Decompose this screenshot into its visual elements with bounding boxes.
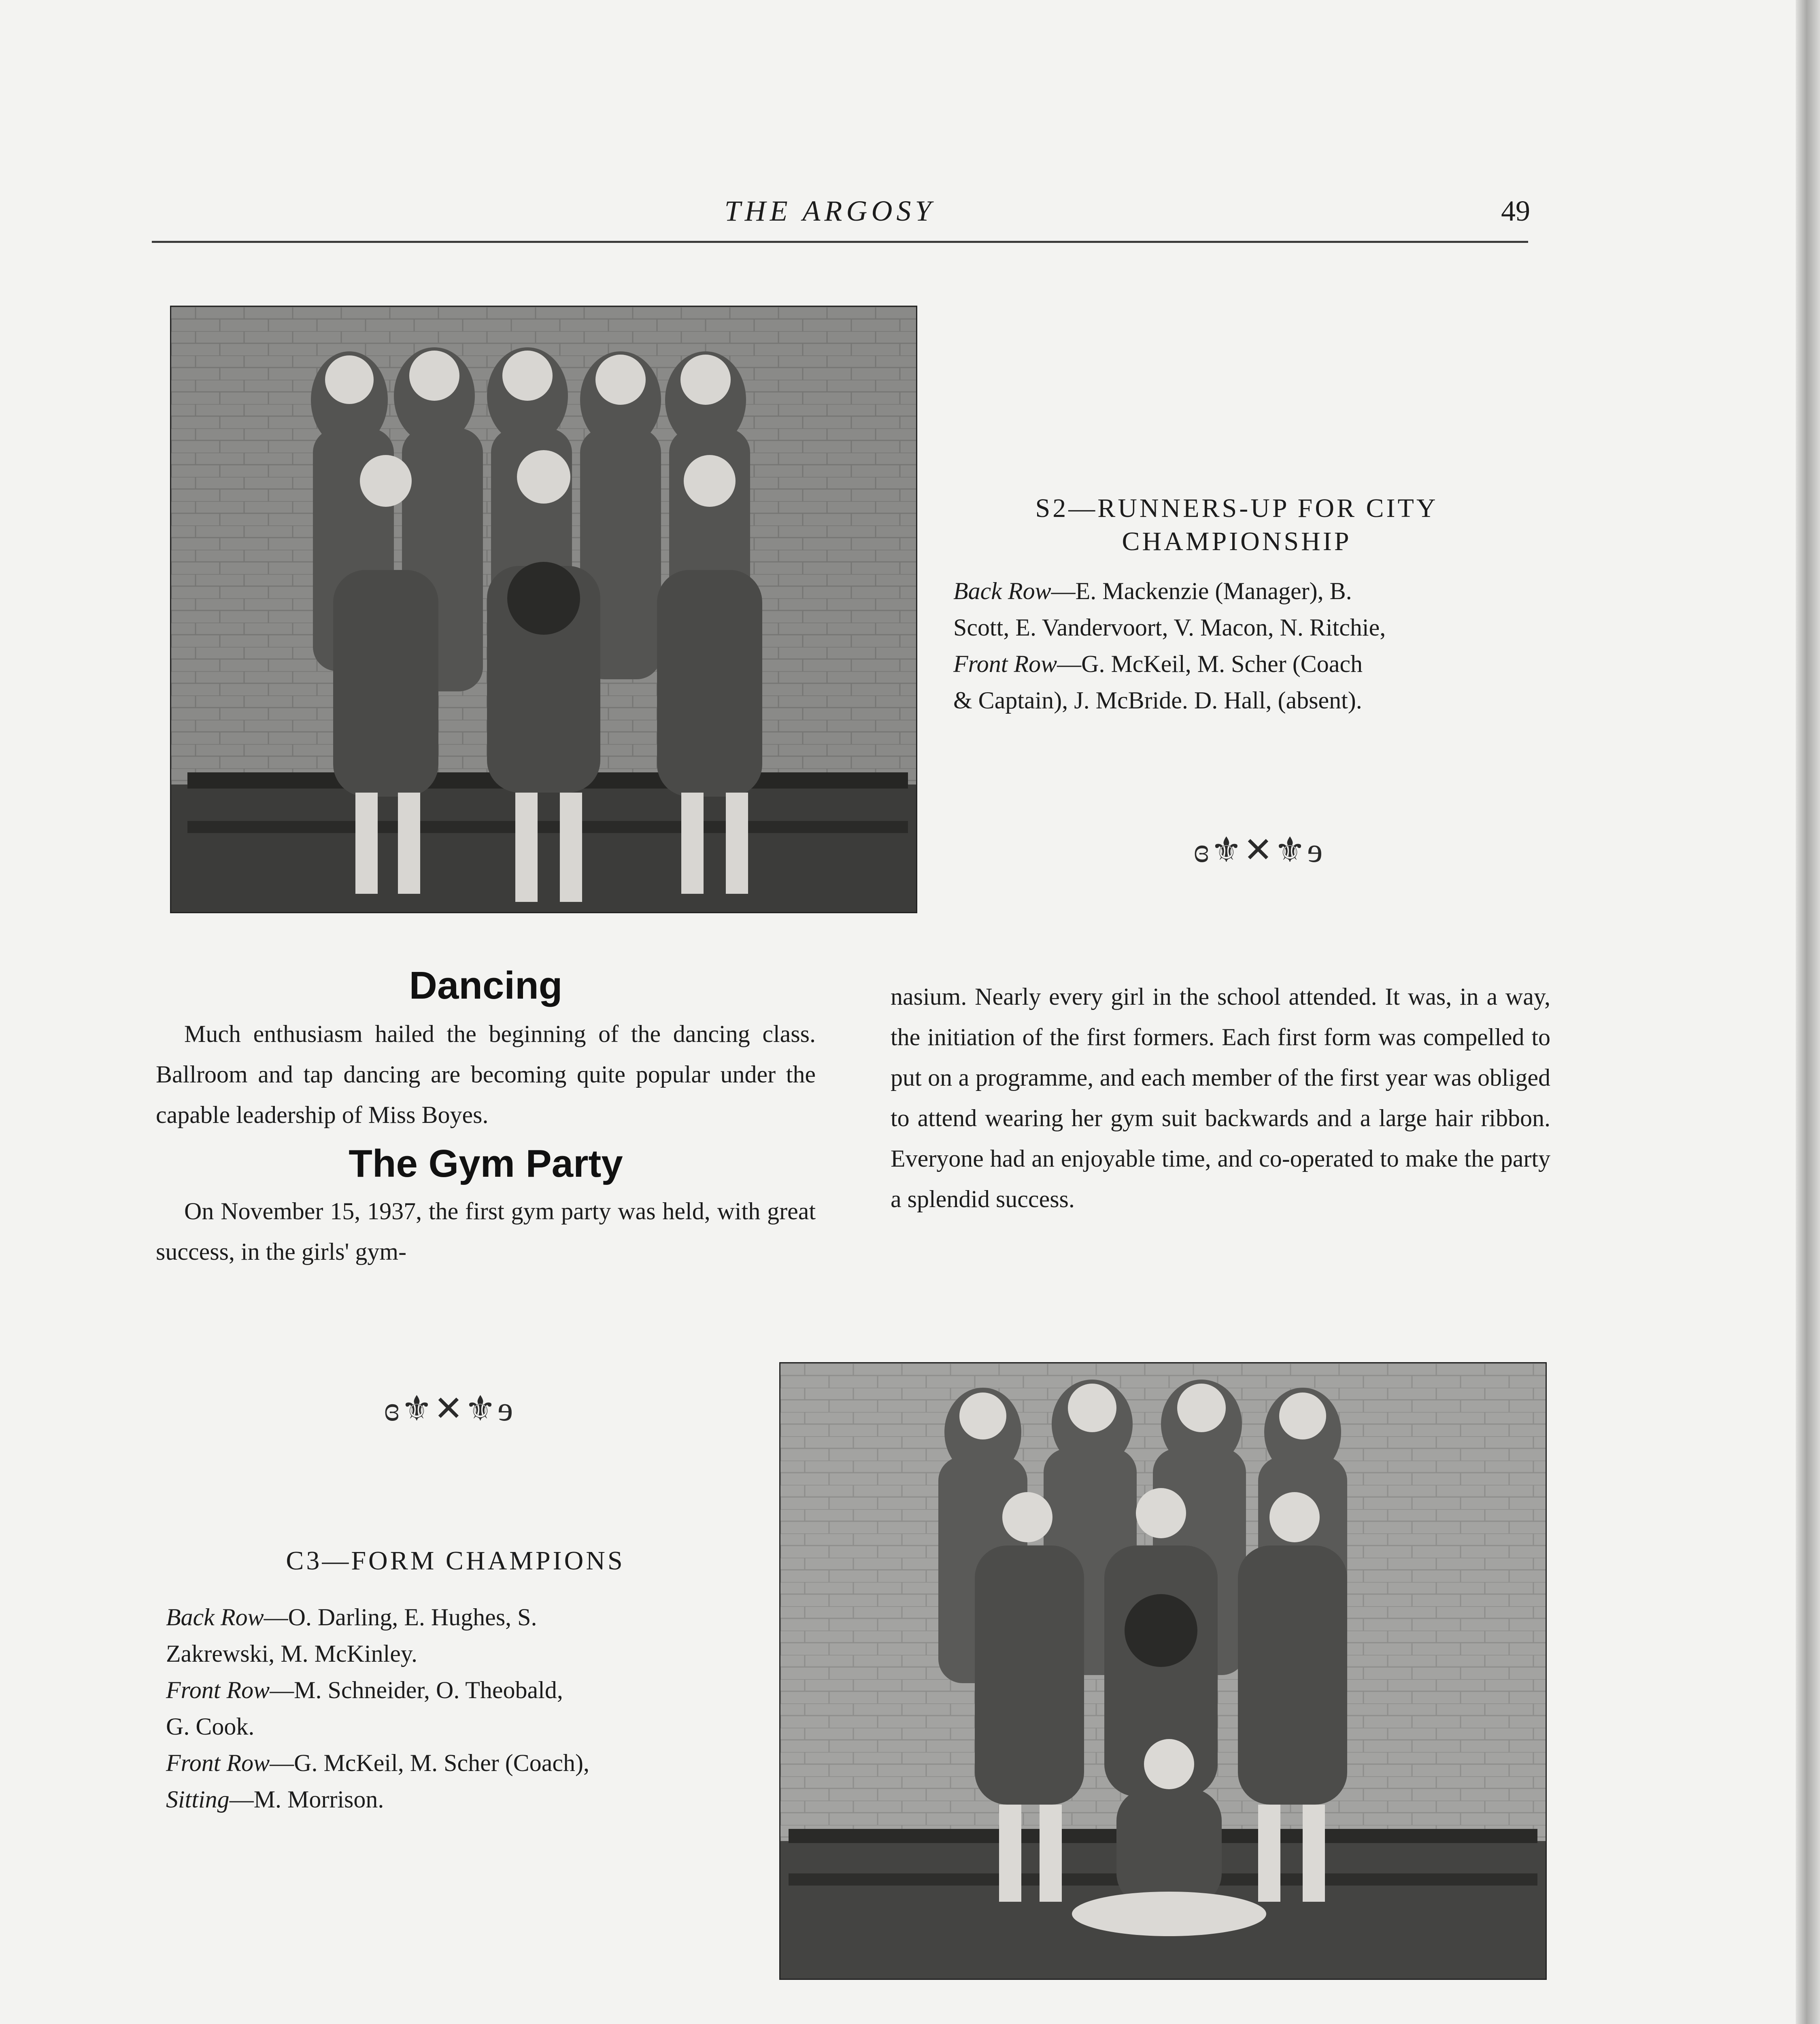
dancing-heading: Dancing xyxy=(409,964,563,1007)
c3-caption-line xyxy=(166,1781,761,1818)
s2-caption-title-line2: CHAMPIONSHIP xyxy=(1122,527,1352,556)
row-label: Front Row xyxy=(166,1677,270,1703)
row-label: Front Row xyxy=(953,651,1057,677)
names-text: Scott, E. Vandervoort, V. Macon, N. Ritchie, xyxy=(953,614,1386,641)
header-rule xyxy=(152,241,1528,243)
s2-caption-line xyxy=(953,609,1538,646)
c3-caption-line xyxy=(166,1745,761,1781)
names-text: & Captain), J. McBride. D. Hall, (absent). xyxy=(953,687,1362,714)
names-text: —G. McKeil, M. Scher (Coach), xyxy=(270,1750,589,1776)
team-photo-c3 xyxy=(779,1362,1547,1980)
c3-caption-line xyxy=(166,1599,761,1635)
ornament-divider: ɞ⚜✕⚜ɘ xyxy=(384,1389,515,1428)
row-label: Back Row xyxy=(953,578,1051,604)
ornament-divider: ɞ⚜✕⚜ɘ xyxy=(1193,831,1325,870)
c3-caption-line xyxy=(166,1672,761,1708)
gym-party-paragraph-start: On November 15, 1937, the first gym party was held, with great success, in the girls' gym- xyxy=(156,1198,816,1265)
s2-caption-line xyxy=(953,646,1538,682)
page-number: 49 xyxy=(1501,195,1530,227)
names-text: —O. Darling, E. Hughes, S. xyxy=(264,1604,537,1631)
names-text: —M. Schneider, O. Theobald, xyxy=(270,1677,563,1703)
s2-caption-title-line1: S2—RUNNERS-UP FOR CITY xyxy=(1035,493,1438,523)
row-label: Sitting xyxy=(166,1786,230,1813)
c3-caption-line xyxy=(166,1708,761,1745)
c3-caption-line xyxy=(166,1635,761,1672)
s2-caption-line xyxy=(953,682,1538,719)
right-text-column xyxy=(891,976,1550,1219)
s2-caption-title xyxy=(955,492,1518,558)
names-text: —E. Mackenzie (Manager), B. xyxy=(1051,578,1352,604)
names-text: G. Cook. xyxy=(166,1713,255,1740)
names-text: —G. McKeil, M. Scher (Coach xyxy=(1057,651,1363,677)
row-label: Back Row xyxy=(166,1604,264,1631)
gym-party-paragraph-continued: nasium. Nearly every girl in the school attended. It was, in a way, the initiation of the first formers. Each first form was compelled to put on a programme, and each member of the first year was obliged to attend wearing her gym suit backwards and a large hair ribbon. Everyone had an enjoyable time, and co-operated to make the party a splendid success. xyxy=(891,983,1550,1212)
c3-caption-title: C3—FORM CHAMPIONS xyxy=(286,1546,625,1575)
team-photo-s2 xyxy=(170,306,917,913)
gym-party-heading: The Gym Party xyxy=(349,1142,623,1185)
left-text-column xyxy=(156,963,816,1272)
running-header-title: THE ARGOSY xyxy=(724,195,936,227)
row-label: Front Row xyxy=(166,1750,270,1776)
dancing-paragraph: Much enthusiasm hailed the beginning of the dancing class. Ballroom and tap dancing are becoming quite popular under the capable leadership of Miss Boyes. xyxy=(156,1021,816,1128)
c3-caption-names xyxy=(166,1599,761,1818)
page-edge xyxy=(1796,0,1820,2024)
names-text: Zakrewski, M. McKinley. xyxy=(166,1640,417,1667)
s2-caption-line xyxy=(953,573,1538,609)
s2-caption-names xyxy=(953,573,1538,719)
names-text: —M. Morrison. xyxy=(229,1786,384,1813)
